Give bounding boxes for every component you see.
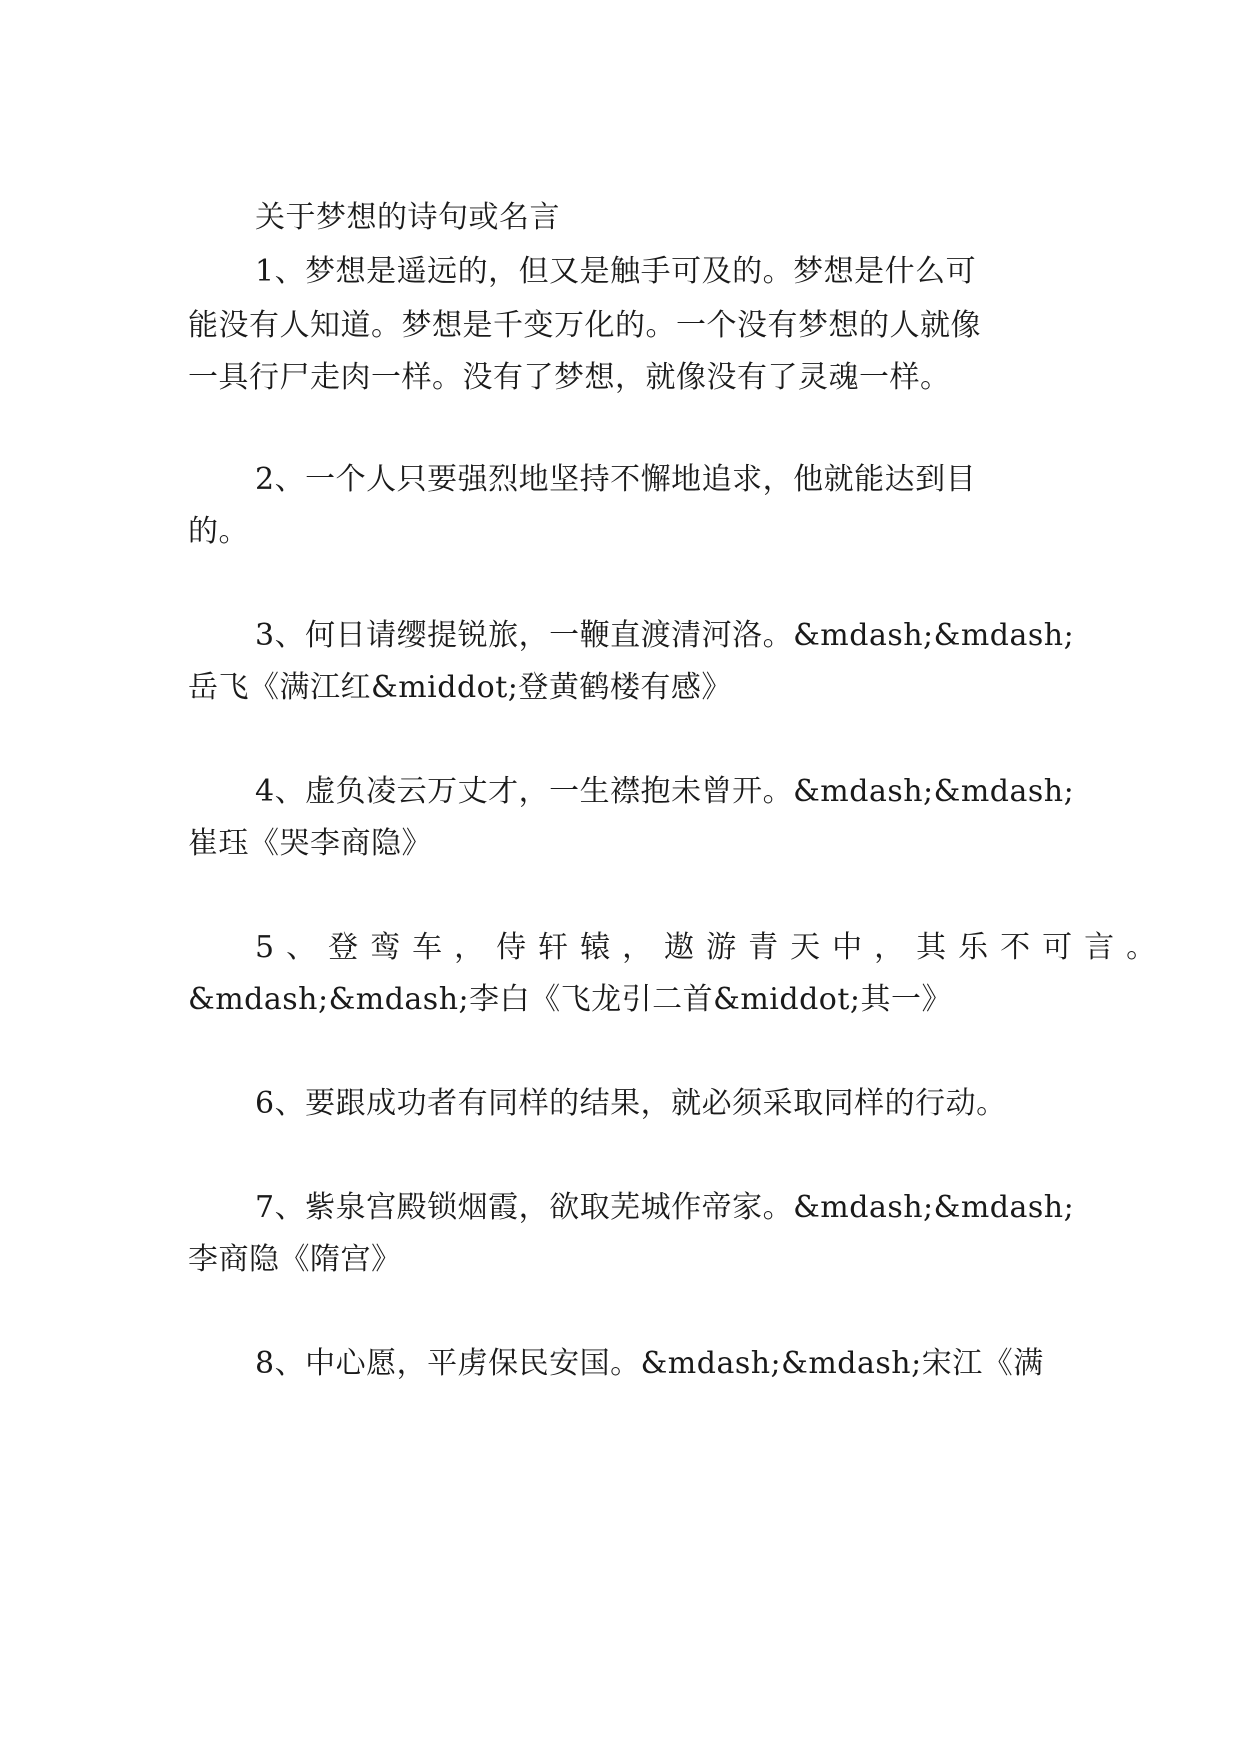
text-line: 崔珏《哭李商隐》 [188, 826, 432, 861]
document-title: 关于梦想的诗句或名言 [255, 200, 560, 235]
text-line: 岳飞《满江红&middot;登黄鹤楼有感》 [188, 670, 732, 705]
text-line: 李商隐《隋宫》 [188, 1242, 402, 1277]
text-line: 8、中心愿，平虏保民安国。&mdash;&mdash;宋江《满 [255, 1346, 1044, 1381]
text-line: 5、登鸾车，侍轩辕，遨游青天中，其乐不可言。 [255, 930, 1169, 965]
text-line: 4、虚负凌云万丈才，一生襟抱未曾开。&mdash;&mdash; [255, 774, 1075, 809]
text-line: 1、梦想是遥远的，但又是触手可及的。梦想是什么可 [255, 254, 977, 289]
text-line: &mdash;&mdash;李白《飞龙引二首&middot;其一》 [188, 982, 953, 1017]
text-line: 2、一个人只要强烈地坚持不懈地追求，他就能达到目 [255, 462, 977, 497]
text-line: 一具行尸走肉一样。没有了梦想，就像没有了灵魂一样。 [188, 360, 951, 395]
text-line: 6、要跟成功者有同样的结果，就必须采取同样的行动。 [255, 1086, 1007, 1121]
text-line: 3、何日请缨提锐旅，一鞭直渡清河洛。&mdash;&mdash; [255, 618, 1075, 653]
text-line: 能没有人知道。梦想是千变万化的。一个没有梦想的人就像 [188, 308, 981, 343]
text-line: 7、紫泉宫殿锁烟霞，欲取芜城作帝家。&mdash;&mdash; [255, 1190, 1075, 1225]
text-line: 的。 [188, 514, 249, 549]
